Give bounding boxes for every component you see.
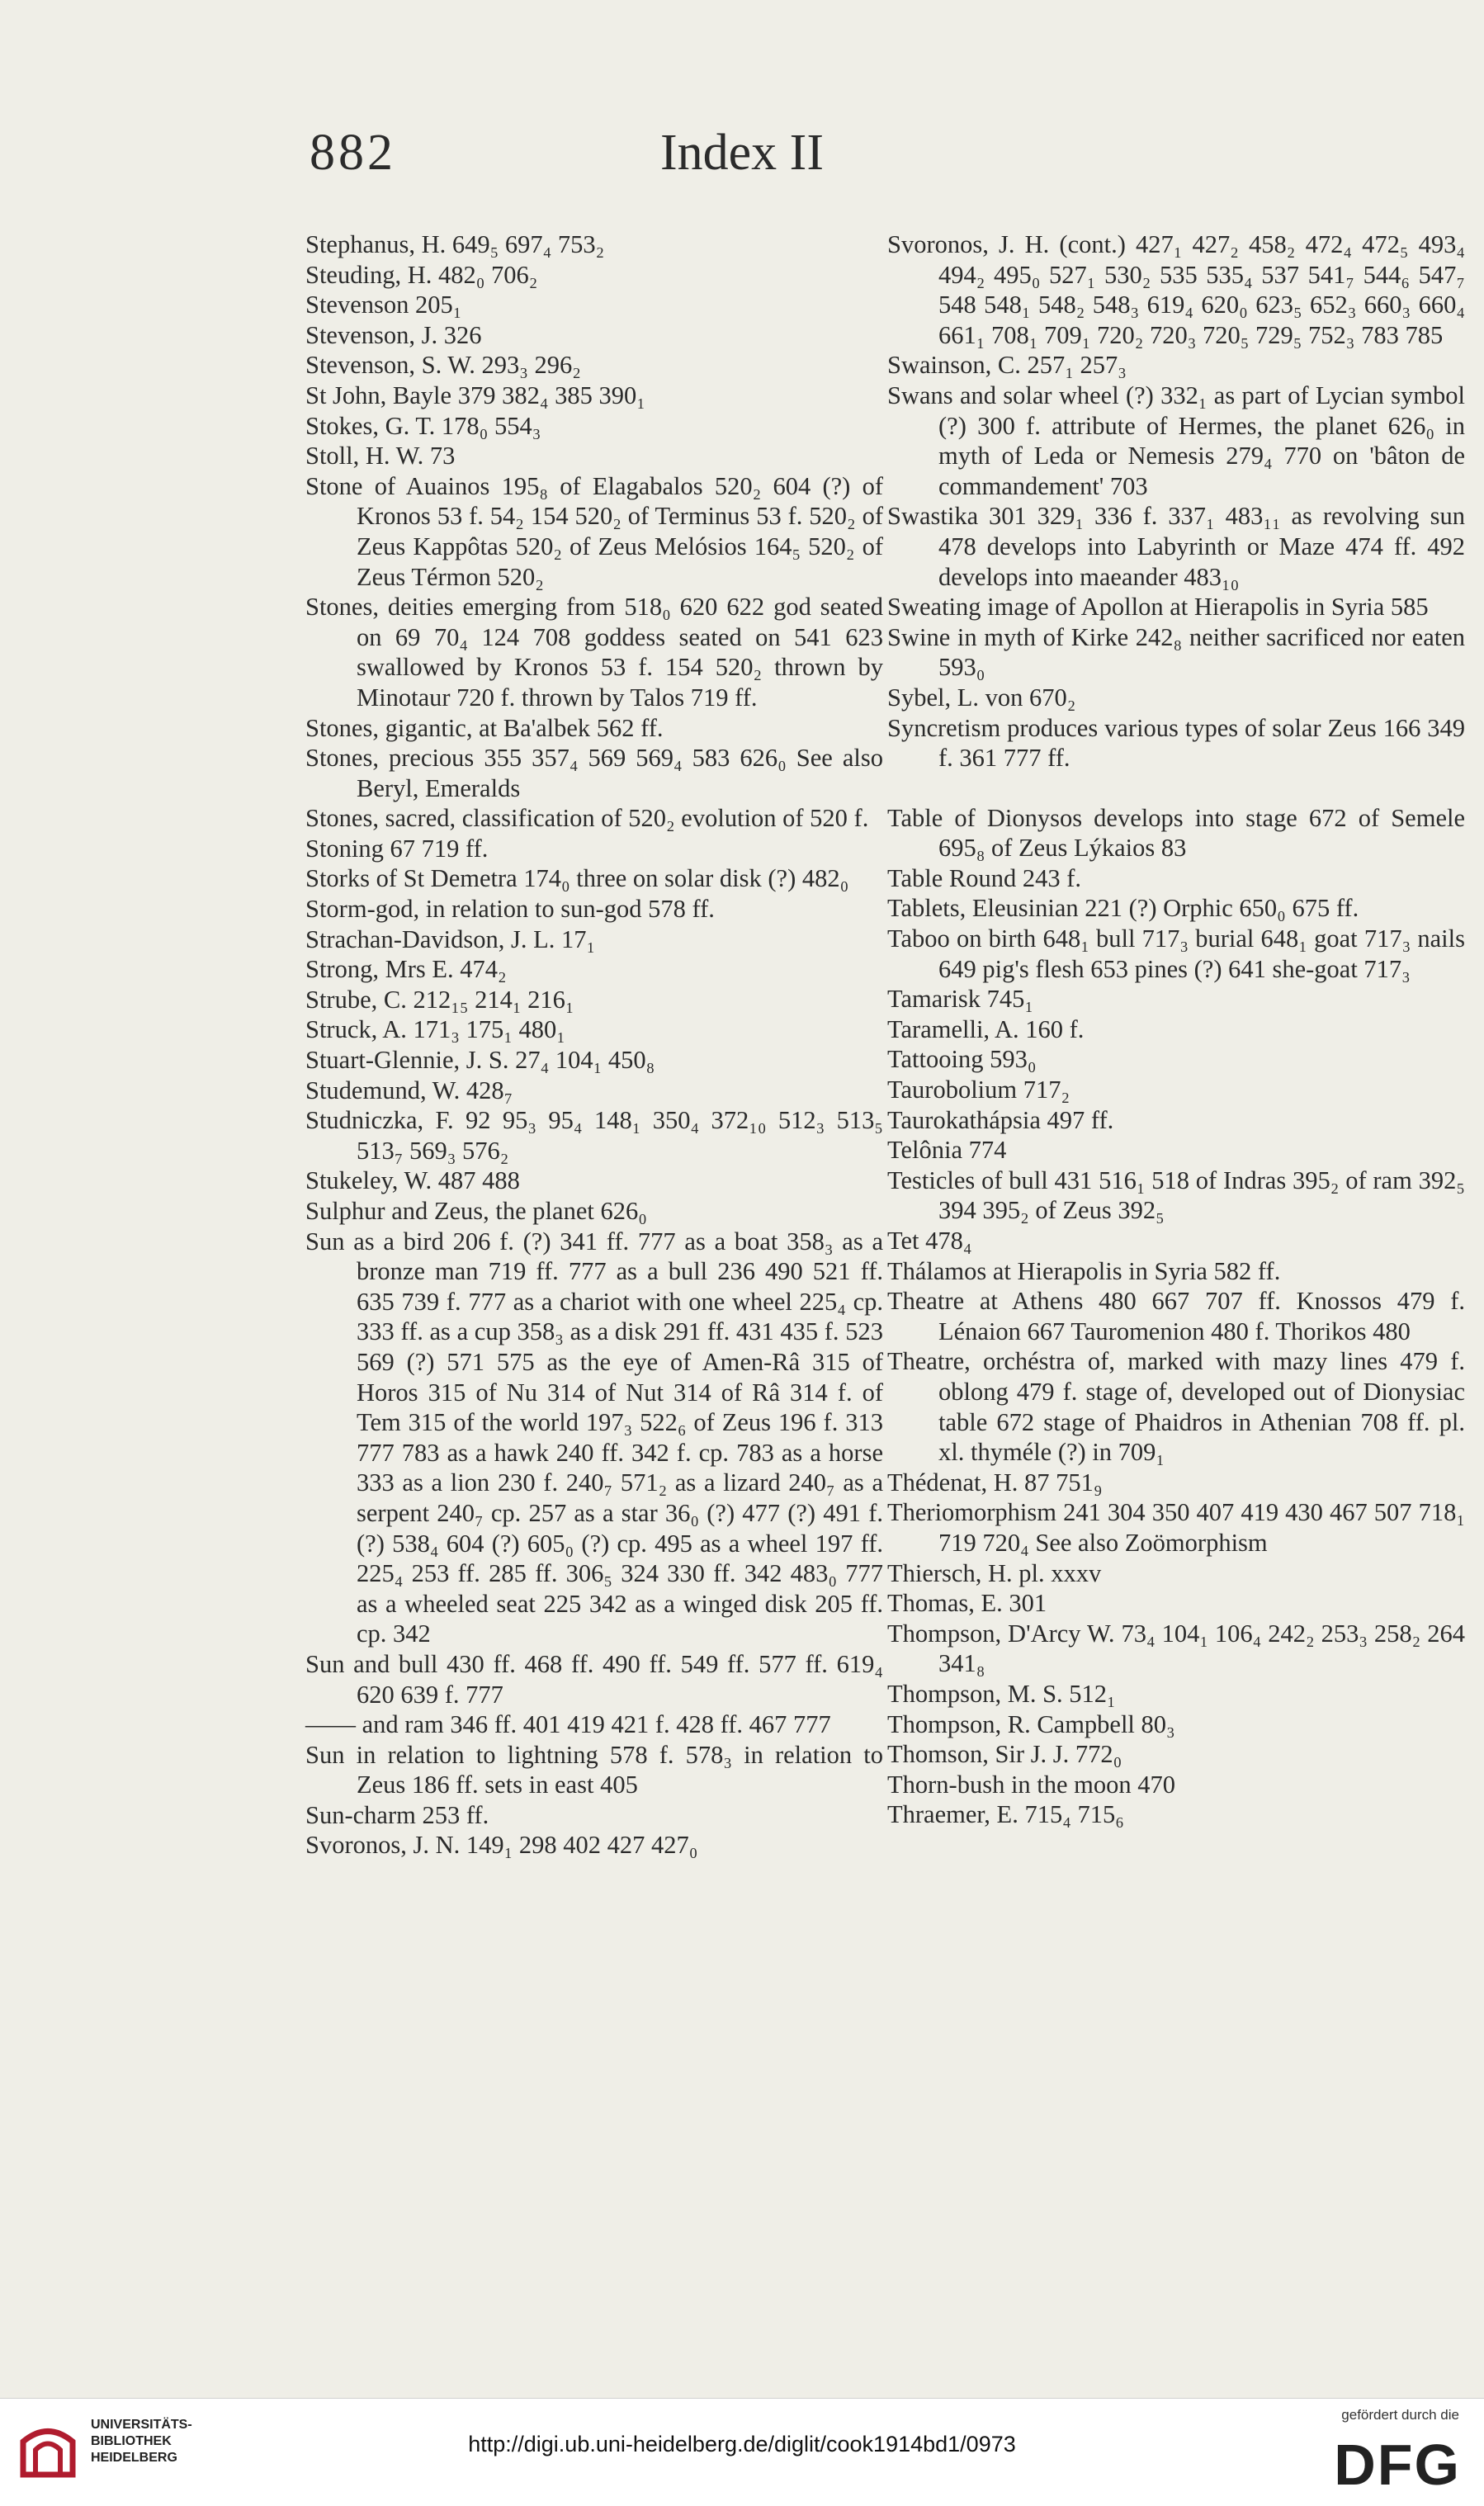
index-entry: Stones, gigantic, at Ba'albek 562 ff. <box>305 713 664 742</box>
index-entry: —— and ram 346 ff. 401 419 421 f. 428 ff. 467 777 <box>305 1710 831 1739</box>
index-column-right <box>887 229 1465 1830</box>
index-entry: Strachan-Davidson, J. L. 17₁ <box>305 924 596 953</box>
index-entry: Svoronos, J. H. (cont.) 427₁ 427₂ 458₂ 472₄ 472₅ 493₄ 494₂ 495₀ 527₁ 530₂ 535 535₄ 537 541₇ 544₆ 547₇ 548 548₁ 548₂ 548₃ 619₄ 620₀ 623₅ 652₃ 660₃ 660₄ 661₁ 708₁ 709₁ 720₂ 720₃ 720₅ 729₅ 752₃ 783 785 <box>887 230 1465 349</box>
index-entry: Thompson, D'Arcy W. 73₄ 104₁ 106₄ 242₂ 253₃ 258₂ 264 341₈ <box>887 1619 1465 1678</box>
index-entry: Stones, deities emerging from 518₀ 620 622 god seated on 69 70₄ 124 708 goddess seated on 541 623 swallowed by Kronos 53 f. 154 520₂ thrown by Minotaur 720 f. thrown by Talos 719 ff. <box>305 593 883 712</box>
dfg-logo: DFG <box>1334 2433 1461 2497</box>
index-entry: Storm-god, in relation to sun-god 578 ff. <box>305 895 715 924</box>
index-entry: Stones, precious 355 357₄ 569 569₄ 583 626₀ See also Beryl, Emeralds <box>305 744 883 802</box>
index-entry: Thompson, M. S. 512₁ <box>887 1679 1116 1708</box>
index-entry: Sun and bull 430 ff. 468 ff. 490 ff. 549 ff. 577 ff. 619₄ 620 639 f. 777 <box>305 1649 883 1709</box>
index-entry: Strong, Mrs E. 474₂ <box>305 955 507 984</box>
index-entry: Testicles of bull 431 516₁ 518 of Indras 395₂ of ram 392₅ 394 395₂ of Zeus 392₅ <box>887 1166 1465 1225</box>
index-entry: Studemund, W. 428₇ <box>305 1076 513 1104</box>
index-entry: Tamarisk 745₁ <box>887 985 1034 1014</box>
index-entry: Struck, A. 171₃ 175₁ 480₁ <box>305 1015 565 1044</box>
index-entry: Stevenson, S. W. 293₃ 296₂ <box>305 351 581 380</box>
index-entry: Thomas, E. 301 <box>887 1589 1047 1618</box>
index-entry: Stokes, G. T. 178₀ 554₃ <box>305 411 541 440</box>
index-entry: Swans and solar wheel (?) 332₁ as part of Lycian symbol (?) 300 f. attribute of Hermes, the planet 626₀ in myth of Leda or Nemesis 279₄ 770 on 'bâton de commandement' 703 <box>887 381 1465 500</box>
index-entry: Thiersch, H. pl. xxxv <box>887 1558 1102 1587</box>
index-entry: Theatre, orchéstra of, marked with mazy lines 479 f. oblong 479 f. stage of, developed out of Dionysiac table 672 stage of Phaidros in Athenian 708 ff. pl. xl. thyméle (?) in 709₁ <box>887 1347 1465 1467</box>
index-entry: Sun-charm 253 ff. <box>305 1800 489 1829</box>
index-entry: Tablets, Eleusinian 221 (?) Orphic 650₀ 675 ff. <box>887 894 1359 923</box>
index-entry: Taurokathápsia 497 ff. <box>887 1105 1114 1134</box>
index-entry: Thédenat, H. 87 751₉ <box>887 1468 1103 1497</box>
section-gap <box>887 773 1465 803</box>
index-entry: Tattooing 593₀ <box>887 1045 1037 1074</box>
index-entry: Stoll, H. W. 73 <box>305 442 456 470</box>
index-entry: Taramelli, A. 160 f. <box>887 1014 1085 1043</box>
index-entry: Swainson, C. 257₁ 257₃ <box>887 351 1127 380</box>
index-entry: Stones, sacred, classification of 520₂ evolution of 520 f. <box>305 804 869 833</box>
index-entry: Strube, C. 212₁₅ 214₁ 216₁ <box>305 985 574 1014</box>
index-entry: Swastika 301 329₁ 336 f. 337₁ 483₁₁ as revolving sun 478 develops into Labyrinth or Maze 474 ff. 492 develops into maeander 483₁₀ <box>887 502 1465 591</box>
index-entry: Sweating image of Apollon at Hierapolis in Syria 585 <box>887 593 1429 622</box>
index-entry: Syncretism produces various types of solar Zeus 166 349 f. 361 777 ff. <box>887 713 1465 773</box>
index-entry: Taboo on birth 648₁ bull 717₃ burial 648₁ goat 717₃ nails 649 pig's flesh 653 pines (?) 641 she-goat 717₃ <box>887 924 1465 983</box>
index-entry: St John, Bayle 379 382₄ 385 390₁ <box>305 381 645 409</box>
index-entry: Swine in myth of Kirke 242₈ neither sacrificed nor eaten 593₀ <box>887 622 1465 682</box>
index-entry: Sulphur and Zeus, the planet 626₀ <box>305 1197 647 1225</box>
university-library-name: UNIVERSITÄTS- BIBLIOTHEK HEIDELBERG <box>91 2418 192 2465</box>
page-header <box>0 124 1484 190</box>
permalink-url[interactable]: http://digi.ub.uni-heidelberg.de/diglit/cook1914bd1/0973 <box>468 2432 1016 2456</box>
index-entry: Thálamos at Hierapolis in Syria 582 ff. <box>887 1256 1281 1285</box>
index-entry: Svoronos, J. N. 149₁ 298 402 427 427₀ <box>305 1831 698 1860</box>
index-entry: Thraemer, E. 715₄ 715₆ <box>887 1800 1124 1829</box>
index-entry: Theatre at Athens 480 667 707 ff. Knossos 479 f. Lénaion 667 Tauromenion 480 f. Thorikos 480 <box>887 1287 1465 1345</box>
index-entry: Taurobolium 717₂ <box>887 1076 1070 1104</box>
index-entry: Table of Dionysos develops into stage 672 of Semele 695₈ of Zeus Lýkaios 83 <box>887 803 1465 863</box>
index-entry: Stukeley, W. 487 488 <box>305 1166 520 1195</box>
page-title: Index II <box>660 125 824 181</box>
index-entry: Sybel, L. von 670₂ <box>887 683 1076 712</box>
index-entry: Stoning 67 719 ff. <box>305 834 489 863</box>
footer-bar <box>0 2398 1484 2506</box>
index-entry: Thompson, R. Campbell 80₃ <box>887 1709 1175 1738</box>
index-entry: Telônia 774 <box>887 1136 1007 1165</box>
index-entry: Studniczka, F. 92 95₃ 95₄ 148₁ 350₄ 372₁₀ 512₃ 513₅ 513₇ 569₃ 576₂ <box>305 1106 883 1165</box>
page-number: 882 <box>310 125 396 181</box>
index-entry: Steuding, H. 482₀ 706₂ <box>305 260 538 289</box>
dfg-funding-note: gefördert durch die <box>1341 2407 1459 2423</box>
index-entry: Sun in relation to lightning 578 f. 578₃ in relation to Zeus 186 ff. sets in east 405 <box>305 1740 883 1799</box>
index-entry: Stuart-Glennie, J. S. 27₄ 104₁ 450₈ <box>305 1046 655 1075</box>
index-entry: Sun as a bird 206 f. (?) 341 ff. 777 as a boat 358₃ as a bronze man 719 ff. 777 as a bull 236 490 521 ff. 635 739 f. 777 as a chariot with one wheel 225₄ cp. 333 ff. as a cup 358₃ as a disk 291 ff. 431 435 f. 523 569 (?) 571 575 as the eye of Amen-Râ 315 of Horos 315 of Nu 314 of Nut 314 of Râ 314 f. of Tem 315 of the world 197₃ 522₆ of Zeus 196 f. 313 777 783 as a hawk 240 ff. 342 f. cp. 783 as a horse 333 as a lion 230 f. 240₇ 571₂ as a lizard 240₇ as a serpent 240₇ cp. 257 as a star 36₀ (?) 477 (?) 491 f. (?) 538₄ 604 (?) 605₀ (?) cp. 495 as a wheel 197 ff. 225₄ 253 ff. 285 ff. 306₅ 324 330 ff. 342 483₀ 777 as a wheeled seat 225 342 as a winged disk 205 ff. cp. 342 <box>305 1227 883 1648</box>
index-entry: Table Round 243 f. <box>887 863 1082 892</box>
index-entry: Stevenson 205₁ <box>305 291 462 319</box>
index-entry: Storks of St Demetra 174₀ three on solar disk (?) 482₀ <box>305 864 849 893</box>
index-column-left <box>305 229 883 1861</box>
index-entry: Tet 478₄ <box>887 1227 972 1255</box>
index-entry: Thomson, Sir J. J. 772₀ <box>887 1740 1122 1769</box>
index-entry: Thorn-bush in the moon 470 <box>887 1770 1176 1799</box>
index-entry: Stone of Auainos 195₈ of Elagabalos 520₂ 604 (?) of Kronos 53 f. 54₂ 154 520₂ of Terminus 53 f. 520₂ of Zeus Kappôtas 520₂ of Zeus Melósios 164₅ 520₂ of Zeus Térmon 520₂ <box>305 471 883 591</box>
index-entry: Stevenson, J. 326 <box>305 320 482 349</box>
index-entry: Stephanus, H. 649₅ 697₄ 753₂ <box>305 230 605 258</box>
index-entry: Theriomorphism 241 304 350 407 419 430 467 507 718₁ 719 720₄ See also Zoömorphism <box>887 1498 1465 1557</box>
